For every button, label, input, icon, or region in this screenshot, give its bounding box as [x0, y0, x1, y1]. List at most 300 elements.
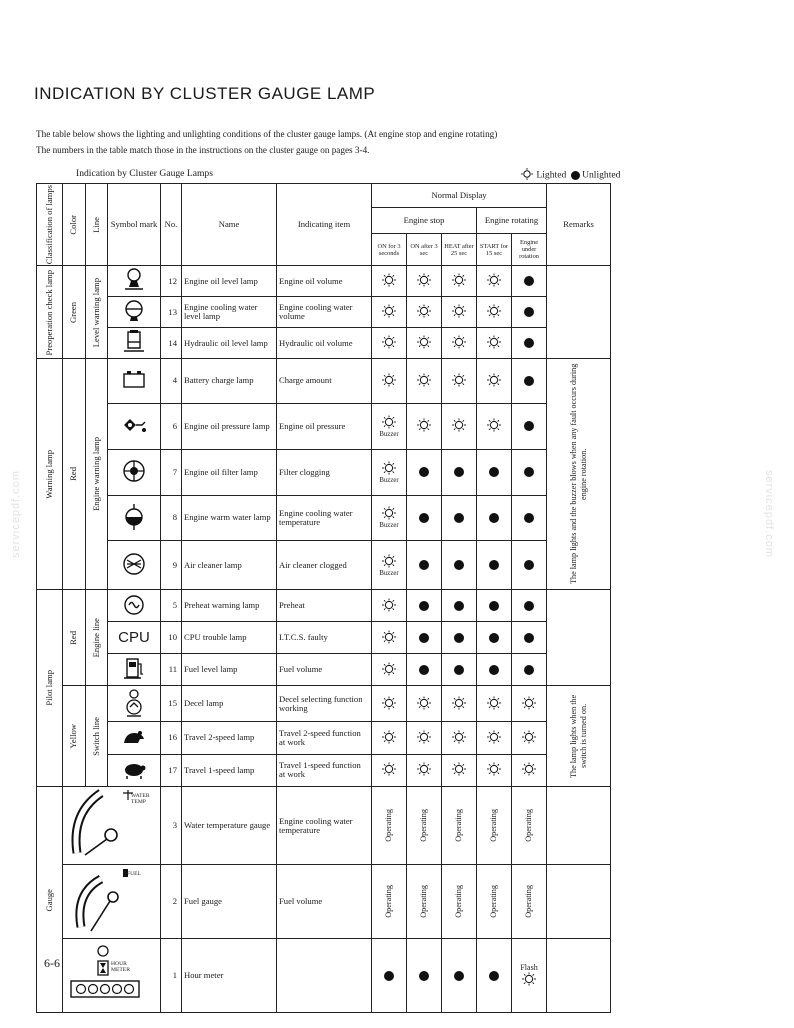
- group-warning: Warning lamp: [37, 359, 63, 590]
- header-remarks: Remarks: [547, 184, 611, 266]
- row-item: Charge amount: [277, 359, 372, 403]
- header-no: No.: [161, 184, 182, 266]
- row-no: 2: [161, 865, 182, 939]
- remarks-warning: The lamp lights and the buzzer blows when any fault occurs during engine rotation.: [547, 359, 611, 590]
- row-name: Travel 1-speed lamp: [182, 754, 277, 787]
- watermark-right: servicepdf.com: [763, 470, 775, 558]
- state-cell: [442, 449, 477, 495]
- row-no: 13: [161, 297, 182, 328]
- state-cell: [372, 722, 407, 755]
- state-cell: [372, 449, 407, 495]
- engine-cooling-water-icon: [108, 297, 161, 328]
- lighted-icon: [451, 373, 467, 387]
- unlighted-icon: [454, 467, 464, 477]
- state-cell: [477, 449, 512, 495]
- remarks-empty-5: [547, 939, 611, 1013]
- lighted-icon: [486, 418, 502, 432]
- state-cell: [372, 787, 407, 865]
- lighted-icon: [486, 730, 502, 744]
- fuel-pump-icon: [108, 654, 161, 686]
- row-item: [277, 939, 372, 1013]
- table-row: [37, 297, 611, 328]
- state-cell: [512, 654, 547, 686]
- line-engine-warning: Engine warning lamp: [86, 359, 108, 590]
- unlighted-icon: [454, 971, 464, 981]
- unlighted-icon: [524, 633, 534, 643]
- row-no: 9: [161, 541, 182, 590]
- state-cell: [512, 939, 547, 1013]
- table-row: [37, 328, 611, 359]
- state-cell: [442, 403, 477, 449]
- remarks-empty-2: [547, 590, 611, 686]
- state-cell: [442, 654, 477, 686]
- decel-icon: [108, 686, 161, 722]
- unlighted-icon: [489, 971, 499, 981]
- header-sub-on3: ON for 3 seconds: [372, 234, 407, 266]
- state-cell: [442, 590, 477, 622]
- state-cell: [372, 495, 407, 541]
- state-cell: [442, 722, 477, 755]
- lighted-icon: [486, 696, 502, 710]
- hour-meter-icon: HOUR METER: [63, 939, 161, 1013]
- group-gauge: Gauge: [37, 787, 63, 1013]
- lighted-icon: [381, 461, 397, 475]
- lighted-icon: [381, 696, 397, 710]
- state-cell: [407, 622, 442, 654]
- operating-label: Operating: [383, 809, 393, 843]
- unlighted-icon: [524, 276, 534, 286]
- row-name: Hour meter: [182, 939, 277, 1013]
- state-cell: [407, 590, 442, 622]
- state-cell: [442, 754, 477, 787]
- legend-unlighted: Unlighted: [582, 169, 621, 181]
- header-line: Line: [86, 184, 108, 266]
- state-cell: [477, 495, 512, 541]
- lighted-icon: [381, 335, 397, 349]
- table-row: [37, 449, 611, 495]
- state-cell: [442, 328, 477, 359]
- lighted-icon: [381, 273, 397, 287]
- unlighted-icon: [489, 513, 499, 523]
- battery-icon: [108, 359, 161, 403]
- state-cell: [477, 266, 512, 297]
- remarks-empty-4: [547, 865, 611, 939]
- lighted-icon: [451, 696, 467, 710]
- line-switch-line: Switch line: [86, 686, 108, 787]
- row-no: 1: [161, 939, 182, 1013]
- oil-pressure-icon: [108, 403, 161, 449]
- state-cell: [407, 686, 442, 722]
- state-cell: [477, 722, 512, 755]
- unlighted-icon: [419, 467, 429, 477]
- operating-label: Operating: [453, 809, 463, 843]
- state-cell: [442, 359, 477, 403]
- lighted-icon: [416, 696, 432, 710]
- state-cell: [512, 590, 547, 622]
- unlighted-icon: [419, 513, 429, 523]
- operating-label: Operating: [418, 885, 428, 919]
- state-cell: [372, 590, 407, 622]
- state-cell: [512, 754, 547, 787]
- buzzer-label: Buzzer: [379, 430, 399, 438]
- lighted-icon: [451, 273, 467, 287]
- lighted-icon: [521, 972, 537, 986]
- row-item: Fuel volume: [277, 654, 372, 686]
- unlighted-icon: [419, 971, 429, 981]
- row-item: Decel selecting function working: [277, 686, 372, 722]
- unlighted-icon: [454, 560, 464, 570]
- unlighted-icon: [489, 560, 499, 570]
- unlighted-icon: [489, 633, 499, 643]
- state-cell: [512, 297, 547, 328]
- state-cell: [512, 686, 547, 722]
- state-cell: [407, 266, 442, 297]
- state-cell: [477, 297, 512, 328]
- table-row: [37, 686, 611, 722]
- state-cell: [407, 865, 442, 939]
- state-cell: [372, 686, 407, 722]
- intro-text: [36, 126, 656, 158]
- lighted-icon: [416, 418, 432, 432]
- lighted-icon: [451, 730, 467, 744]
- table-row: [37, 865, 611, 939]
- lighted-icon: [486, 273, 502, 287]
- lighted-icon: [486, 304, 502, 318]
- engine-warm-water-icon: [108, 495, 161, 541]
- state-cell: [477, 939, 512, 1013]
- unlighted-icon: [524, 467, 534, 477]
- lighted-icon: [381, 554, 397, 568]
- row-item: Fuel volume: [277, 865, 372, 939]
- page-number: 6-6: [44, 956, 60, 970]
- table-row: [37, 403, 611, 449]
- buzzer-label: Buzzer: [379, 476, 399, 484]
- state-cell: [407, 297, 442, 328]
- row-name: Engine warm water lamp: [182, 495, 277, 541]
- table-row: [37, 939, 611, 1013]
- state-cell: [512, 403, 547, 449]
- operating-label: Operating: [523, 885, 533, 919]
- unlighted-icon: [489, 665, 499, 675]
- lighted-icon: [451, 762, 467, 776]
- lighted-icon: [486, 373, 502, 387]
- row-no: 16: [161, 722, 182, 755]
- row-item: Preheat: [277, 590, 372, 622]
- lighted-icon: [416, 730, 432, 744]
- state-cell: [372, 403, 407, 449]
- color-red-pilot: Red: [63, 590, 86, 686]
- watermark-left: servicepdf.com: [10, 470, 22, 558]
- lighted-icon: [521, 762, 537, 776]
- row-name: Hydraulic oil level lamp: [182, 328, 277, 359]
- state-cell: [512, 495, 547, 541]
- row-name: Engine oil pressure lamp: [182, 403, 277, 449]
- line-engine-line: Engine line: [86, 590, 108, 686]
- state-cell: [372, 865, 407, 939]
- state-cell: [372, 541, 407, 590]
- state-cell: [512, 722, 547, 755]
- table-row: [37, 622, 611, 654]
- unlighted-icon: [384, 971, 394, 981]
- state-cell: [442, 266, 477, 297]
- page-title: INDICATION BY CLUSTER GAUGE LAMP: [34, 84, 376, 103]
- unlighted-icon: [454, 633, 464, 643]
- lighted-icon: [451, 335, 467, 349]
- lighted-icon: [521, 696, 537, 710]
- unlighted-icon: [419, 560, 429, 570]
- state-cell: [407, 495, 442, 541]
- remarks-empty-3: [547, 787, 611, 865]
- preheat-icon: [108, 590, 161, 622]
- lighted-icon: [486, 335, 502, 349]
- engine-oil-level-icon: [108, 266, 161, 297]
- lighted-icon: [381, 662, 397, 676]
- indication-table: [36, 183, 611, 1013]
- operating-label: Operating: [383, 885, 393, 919]
- legend-lighted: Lighted: [536, 169, 567, 181]
- table-row: [37, 541, 611, 590]
- state-cell: [372, 359, 407, 403]
- table-row: [37, 590, 611, 622]
- row-item: Engine cooling water volume: [277, 297, 372, 328]
- state-cell: [407, 939, 442, 1013]
- header-item: Indicating item: [277, 184, 372, 266]
- cpu-icon: CPU: [108, 622, 161, 654]
- state-cell: [442, 541, 477, 590]
- row-name: Travel 2-speed lamp: [182, 722, 277, 755]
- state-cell: [372, 266, 407, 297]
- color-green: Green: [63, 266, 86, 359]
- row-item: Engine cooling water temperature: [277, 787, 372, 865]
- unlighted-icon: [419, 665, 429, 675]
- state-cell: [477, 686, 512, 722]
- header-color: Color: [63, 184, 86, 266]
- color-red: Red: [63, 359, 86, 590]
- row-no: 15: [161, 686, 182, 722]
- header-engine-rotating: Engine rotating: [477, 207, 547, 233]
- table-row: [37, 266, 611, 297]
- travel-2speed-icon: [108, 722, 161, 755]
- table-row: [37, 754, 611, 787]
- operating-label: Operating: [418, 809, 428, 843]
- state-cell: [372, 622, 407, 654]
- row-item: Air cleaner clogged: [277, 541, 372, 590]
- state-cell: [442, 622, 477, 654]
- state-cell: [512, 266, 547, 297]
- state-cell: [372, 328, 407, 359]
- buzzer-label: Buzzer: [379, 522, 399, 530]
- flash-label: Flash: [520, 962, 538, 972]
- state-cell: [442, 686, 477, 722]
- state-cell: [477, 590, 512, 622]
- state-cell: [477, 403, 512, 449]
- row-item: Travel 2-speed function at work: [277, 722, 372, 755]
- operating-label: Operating: [523, 809, 533, 843]
- lighted-icon: [381, 598, 397, 612]
- row-no: 4: [161, 359, 182, 403]
- row-item: Filter clogging: [277, 449, 372, 495]
- unlighted-icon: [419, 601, 429, 611]
- unlighted-icon: [571, 171, 580, 180]
- state-cell: [407, 787, 442, 865]
- row-item: Hydraulic oil volume: [277, 328, 372, 359]
- state-cell: [512, 449, 547, 495]
- lighted-icon: [381, 415, 397, 429]
- state-cell: [407, 403, 442, 449]
- unlighted-icon: [524, 376, 534, 386]
- state-cell: [407, 722, 442, 755]
- state-cell: [442, 865, 477, 939]
- group-preoperation: Preoperation check lamp: [37, 266, 63, 359]
- intro-line-1: The table below shows the lighting and unlighting conditions of the cluster gauge lamps. (At engine stop and engine rotating): [36, 129, 498, 139]
- lighted-icon: [416, 373, 432, 387]
- legend: [520, 168, 620, 183]
- header-sub-rotation: Engine under rotation: [512, 234, 547, 266]
- state-cell: [477, 787, 512, 865]
- lighted-icon: [416, 335, 432, 349]
- row-item: Engine cooling water temperature: [277, 495, 372, 541]
- unlighted-icon: [454, 601, 464, 611]
- state-cell: [477, 359, 512, 403]
- unlighted-icon: [489, 601, 499, 611]
- header-symbol: Symbol mark: [108, 184, 161, 266]
- state-cell: [512, 622, 547, 654]
- remarks-switch: The lamp lights when the switch is turned on.: [547, 686, 611, 787]
- lighted-icon: [451, 304, 467, 318]
- unlighted-icon: [524, 338, 534, 348]
- color-yellow: Yellow: [63, 686, 86, 787]
- unlighted-icon: [524, 307, 534, 317]
- state-cell: [477, 654, 512, 686]
- header-sub-onafter: ON after 3 sec: [407, 234, 442, 266]
- unlighted-icon: [489, 467, 499, 477]
- lighted-icon: [520, 168, 534, 183]
- row-name: Engine oil level lamp: [182, 266, 277, 297]
- row-no: 12: [161, 266, 182, 297]
- operating-label: Operating: [488, 809, 498, 843]
- state-cell: [512, 541, 547, 590]
- lighted-icon: [381, 506, 397, 520]
- row-name: Preheat warning lamp: [182, 590, 277, 622]
- operating-label: Operating: [488, 885, 498, 919]
- row-no: 17: [161, 754, 182, 787]
- row-name: Water temperature gauge: [182, 787, 277, 865]
- unlighted-icon: [454, 513, 464, 523]
- row-name: Air cleaner lamp: [182, 541, 277, 590]
- state-cell: [372, 939, 407, 1013]
- header-sub-start: START for 15 sec: [477, 234, 512, 266]
- row-name: Fuel level lamp: [182, 654, 277, 686]
- state-cell: [407, 754, 442, 787]
- row-name: CPU trouble lamp: [182, 622, 277, 654]
- state-cell: [407, 449, 442, 495]
- row-name: Battery charge lamp: [182, 359, 277, 403]
- lighted-icon: [521, 730, 537, 744]
- state-cell: [442, 939, 477, 1013]
- state-cell: [512, 328, 547, 359]
- row-item: Travel 1-speed function at work: [277, 754, 372, 787]
- lighted-icon: [416, 304, 432, 318]
- row-no: 14: [161, 328, 182, 359]
- row-no: 5: [161, 590, 182, 622]
- air-cleaner-icon: [108, 541, 161, 590]
- state-cell: [512, 359, 547, 403]
- oil-filter-icon: [108, 449, 161, 495]
- fuel-gauge-icon: FUEL: [63, 865, 161, 939]
- row-item: Engine oil volume: [277, 266, 372, 297]
- water-temp-gauge-icon: WATER TEMP: [63, 787, 161, 865]
- state-cell: [372, 297, 407, 328]
- header-classification: Classification of lamps: [37, 184, 63, 266]
- unlighted-icon: [524, 421, 534, 431]
- row-no: 3: [161, 787, 182, 865]
- row-name: Engine oil filter lamp: [182, 449, 277, 495]
- state-cell: [477, 541, 512, 590]
- line-level-warning: Level warning lamp: [86, 266, 108, 359]
- state-cell: [407, 654, 442, 686]
- state-cell: [407, 328, 442, 359]
- lighted-icon: [416, 273, 432, 287]
- table-caption: Indication by Cluster Gauge Lamps: [76, 168, 213, 179]
- buzzer-label: Buzzer: [379, 569, 399, 577]
- header-normal-display: Normal Display: [372, 184, 547, 208]
- table-row: [37, 495, 611, 541]
- state-cell: [477, 754, 512, 787]
- lighted-icon: [381, 304, 397, 318]
- state-cell: [442, 787, 477, 865]
- header-sub-heat: HEAT after 25 sec: [442, 234, 477, 266]
- remarks-empty: [547, 266, 611, 359]
- state-cell: [407, 541, 442, 590]
- lighted-icon: [451, 418, 467, 432]
- row-no: 7: [161, 449, 182, 495]
- intro-line-2: The numbers in the table match those in the instructions on the cluster gauge on pages 3-4.: [36, 145, 370, 155]
- state-cell: [477, 865, 512, 939]
- lighted-icon: [381, 630, 397, 644]
- unlighted-icon: [524, 513, 534, 523]
- lighted-icon: [486, 762, 502, 776]
- row-no: 11: [161, 654, 182, 686]
- state-cell: [512, 787, 547, 865]
- table-row: [37, 359, 611, 403]
- group-pilot: Pilot lamp: [37, 590, 63, 787]
- state-cell: [372, 754, 407, 787]
- table-row: [37, 722, 611, 755]
- state-cell: [442, 495, 477, 541]
- table-row: [37, 654, 611, 686]
- operating-label: Operating: [453, 885, 463, 919]
- header-name: Name: [182, 184, 277, 266]
- state-cell: [477, 622, 512, 654]
- lighted-icon: [381, 373, 397, 387]
- travel-1speed-icon: [108, 754, 161, 787]
- state-cell: [372, 654, 407, 686]
- row-name: Decel lamp: [182, 686, 277, 722]
- unlighted-icon: [454, 665, 464, 675]
- unlighted-icon: [524, 560, 534, 570]
- state-cell: [442, 297, 477, 328]
- row-no: 8: [161, 495, 182, 541]
- row-name: Fuel gauge: [182, 865, 277, 939]
- unlighted-icon: [524, 601, 534, 611]
- unlighted-icon: [419, 633, 429, 643]
- lighted-icon: [381, 762, 397, 776]
- state-cell: [477, 328, 512, 359]
- row-name: Engine cooling water level lamp: [182, 297, 277, 328]
- hydraulic-oil-icon: [108, 328, 161, 359]
- table-row: [37, 787, 611, 865]
- row-item: Engine oil pressure: [277, 403, 372, 449]
